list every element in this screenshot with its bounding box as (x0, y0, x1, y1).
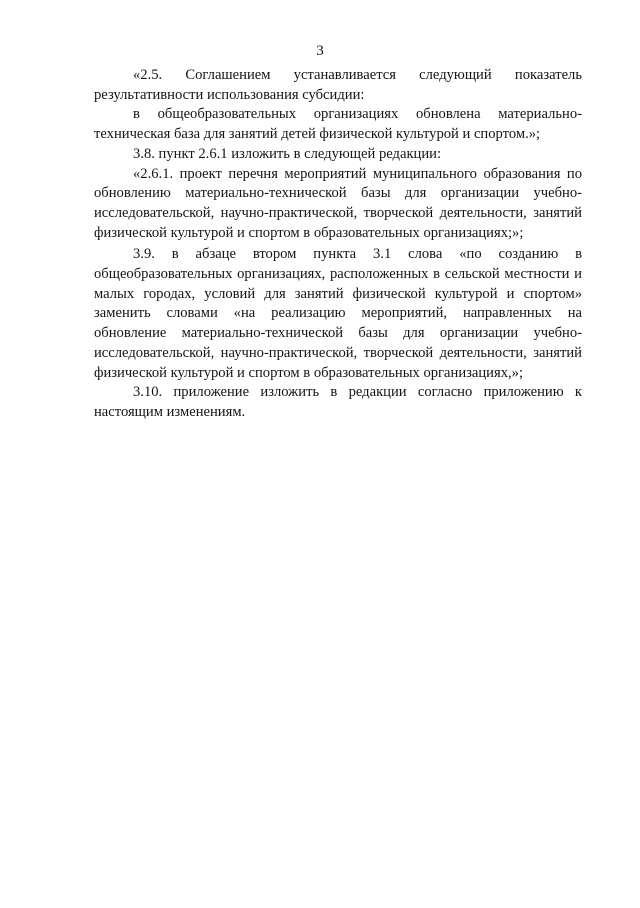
paragraph-3-9: 3.9. в абзаце втором пункта 3.1 слова «по созданию в общеобразовательных организациях, расположенных в сельской местности и малых городах, условий для занятий физической культурой и спортом» заменить словами «на реализацию мероприятий, направленных на обновление материально-технической базы для организации учебно-исследовательской, научно-практической, творческой деятельности, занятий физической культурой и спортом в образовательных организациях,»; (94, 246, 582, 381)
paragraph-2-6-1: «2.6.1. проект перечня мероприятий муниципального образования по обновлению материально-технической базы для организации учебно-исследовательской, научно-практической, творческой деятельности, занятий физической культурой и спортом в образовательных организациях;»; (94, 165, 582, 241)
paragraph-3-8: 3.8. пункт 2.6.1 изложить в следующей редакции: (133, 145, 442, 162)
document-body (94, 66, 582, 423)
paragraph-3-10: 3.10. приложение изложить в редакции согласно приложению к настоящим изменениям. (94, 384, 582, 420)
page-number: 3 (316, 43, 324, 59)
paragraph-2-5: «2.5. Соглашением устанавливается следующий показатель результативности использования субсидии: (94, 67, 582, 103)
paragraph-indicator: в общеобразовательных организациях обновлена материально-техническая база для занятий детей физической культурой и спортом.»; (94, 106, 582, 143)
